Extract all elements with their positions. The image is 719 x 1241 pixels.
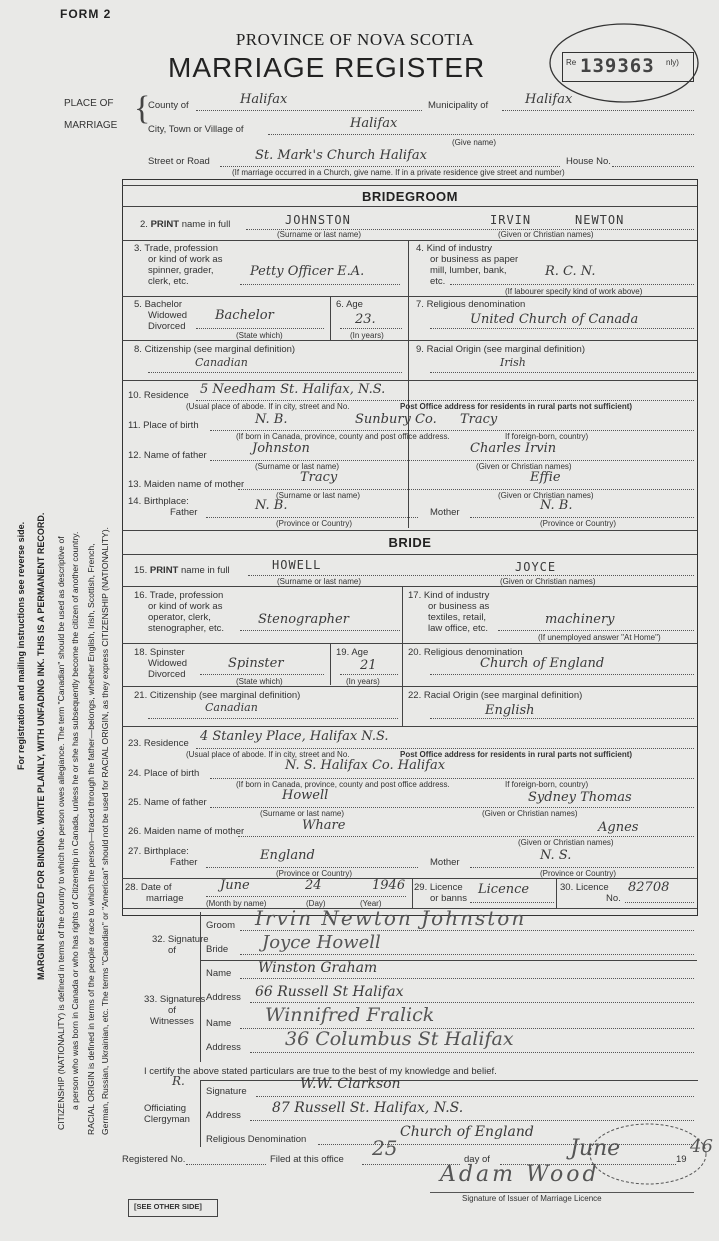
registration-number: 139363 <box>580 55 655 77</box>
bride-industry: machinery <box>545 612 615 627</box>
groom-father-surname: Johnston <box>252 441 310 456</box>
witness-1-name: Winston Graham <box>258 960 378 976</box>
groom-birth-county: Sunbury Co. <box>355 412 437 427</box>
groom-father-birthplace: N. B. <box>255 498 288 513</box>
groom-age: 23. <box>355 312 376 327</box>
groom-mother-surname: Tracy <box>300 470 338 485</box>
bride-signature: Joyce Howell <box>262 932 381 953</box>
groom-birth-province: N. B. <box>255 412 288 427</box>
bride-mother-birthplace: N. S. <box>540 848 572 863</box>
bride-citizenship: Canadian <box>205 701 258 714</box>
bride-birthplace: N. S. Halifax Co. Halifax <box>285 758 446 773</box>
margin-citizenship-def: CITIZENSHIP (NATIONALITY) is defined in terms of the country to which the person owes allegiance. The term "Canadian" should be used as descriptive of <box>56 536 66 1130</box>
bride-marital-status: Spinster <box>228 656 284 671</box>
bride-mother-given: Agnes <box>598 820 639 835</box>
groom-surname: JOHNSTON <box>285 213 351 227</box>
margin-citizenship-def-2: a person who was born in Canada or who has rights of Citizenship in Canada, unless he or she has subsequently become the citizen of another country. <box>70 531 80 1110</box>
form-number: FORM 2 <box>60 7 112 21</box>
county-value: Halifax <box>240 92 288 107</box>
groom-birth-town: Tracy <box>460 412 498 427</box>
certification-statement: I certify the above stated particulars are true to the best of my knowledge and belief. <box>144 1066 497 1077</box>
filing-stamp-outline <box>586 1120 710 1188</box>
margin-binding-note: MARGIN RESERVED FOR BINDING. WRITE PLAINLY, WITH UNFADING INK. THIS IS A PERMANENT RECORD. <box>36 512 46 980</box>
margin-racial-def-2: German, Russian, Ukrainian, etc. The terms "Canadian" or "American" should not be used for RACIAL ORIGIN, as they express CITIZENSHIP (NATIONALITY). <box>100 527 110 1135</box>
bride-heading: BRIDE <box>388 535 432 550</box>
bride-father-given: Sydney Thomas <box>528 790 632 805</box>
filed-month: June <box>570 1136 621 1161</box>
groom-given-name-1: IRVIN <box>490 213 532 227</box>
groom-father-given: Charles Irvin <box>470 441 557 456</box>
licence-or-banns: Licence <box>478 882 530 897</box>
groom-signature: Irvin Newton Johnston <box>255 906 527 930</box>
marriage-register-page: For registration and mailing instructions see reverse side. MARGIN RESERVED FOR BINDING. WRITE PLAINLY, WITH UNFADING INK. THIS IS A PERMANENT RECORD. CITIZENSHIP (NATIONALITY) is defined in terms of the country to which the person owes allegiance. The term "Canadian" should be used as descriptive of a person who was born in Canada or who has rights of Citizenship in Canada, unless he or she has subsequently become the citizen of another country. RACIAL ORIGIN is defined in terms of the people or race to which the person—traced through the father—belongs, whether English, Irish, Scottish, French, German, Russian, Ukrainian, etc. The terms "Canadian" or "American" should not be used for RACIAL ORIGIN, as they express CITIZENSHIP (NATIONALITY). FORM 2 PROVINCE OF NOVA SCOTIA MARRIAGE REGISTER Re nly) 139363 PLACE OF MARRIAGE { County of Halifax Municipality of Halifax City, Town or Village of Halifax (Give name) Street or Road St. Mark's Church Halifax House No. (If marriage occurred in a Church, give name. If in a private residence give street and number) BRIDEGROOM 2. PRINT name in full JOHNSTON IRVIN NEWTON (Surname or last name) (Given or Christian names) 3. Trade, profession or kind of work as spinner, grader, clerk, etc. Petty Officer E.A. 4. Kind of industry or business as paper mill, lumber, bank, etc. R. C. N. (If labourer specify kind of work above) 5. Bachelor Widowed Divorced Bachelor (State which) 6. Age 23. (In years) 7. Religious denomination United Church of Canada 8. Citizenship (see marginal definition) Canadian 9. Racial Origin (see marginal definition) Irish 10. Residence 5 Needham St. Halifax, N.S. (Usual place of abode. If in city, street and No. Post Office address for residents in rural parts not sufficient) 11. Place of birth N. B. Sunbury Co. Tracy (If born in Canada, province, county and post office address. If foreign-born, country) 12. Name of father Johnston Charles Irvin (Surname or last name) (Given or Christian names) 13. Maiden name of mother Tracy Effie (Surname or last name) (Given or Christian names) 14. Birthplace: Father N. B. Mother N. B. (Province or Country) (Province or Country) BRIDE 15. PRINT name in full HOWELL JOYCE (Surname or last name) (Given or Christian names) 16. Trade, profession or kind of work as operator, clerk, stenographer, etc. Stenographer 17. Kind of industry or business as textiles, retail, law office, etc. machinery (If unemployed answer "At Home") 18. Spinster Widowed Divorced Spinster (State which) 19. Age 21 (In years) 20. Religious denomination Church of England 21. Citizenship (see marginal definition) Canadian 22. Racial Origin (see marginal definition) English 23. Residence 4 Stanley Place, Halifax N.S. (Usual place of abode. If in city, street and No. Post Office address for residents in rural parts not sufficient) 24. Place of birth N. S. Halifax Co. Halifax (If born in Canada, province, county and post office address. If foreign-born, country) 25. Name of father Howell Sydney Thomas (Surname or last name) (Given or Christian names) 26. Maiden name of mother Whare Agnes (Given or Christian names) 27. Birthplace: Father England Mother N. S. (Province or Country) (Province or Country) 28. Date of marriage June 24 1946 (Month by name) (Day) (Year) 29. Licence or banns Licence 30. Licence No. 82708 32. Signature of Groom Irvin Newton Johnston Bride Joyce Howell 33. Signatures of Witnesses Name Winston Graham Address 66 Russell St Halifax Name Winnifred Fralick Address 36 Columbus St Halifax I certify the above stated particulars are true to the best of my knowledge and belief. R. Officiating Clergyman Signature W.W. Clarkson Address 87 Russell St. Halifax, N.S. Religious Denomination Church of England Registered No. Filed at this office 25 day of June 19 46 Adam Wood Signature of Issuer of Marriage Licence [SEE OTHER SIDE] <box>0 0 719 1241</box>
witness-2-address: 36 Columbus St Halifax <box>285 1028 514 1050</box>
clergyman-signature: W.W. Clarkson <box>300 1076 401 1092</box>
filed-year: 46 <box>690 1136 713 1157</box>
groom-residence: 5 Needham St. Halifax, N.S. <box>200 382 386 397</box>
city-value: Halifax <box>350 116 398 131</box>
bride-age: 21 <box>360 658 377 673</box>
filed-day: 25 <box>372 1136 398 1160</box>
witness-1-address: 66 Russell St Halifax <box>255 984 404 1000</box>
bride-residence: 4 Stanley Place, Halifax N.S. <box>200 729 389 744</box>
page-title: MARRIAGE REGISTER <box>168 52 486 83</box>
groom-religion: United Church of Canada <box>470 312 639 327</box>
see-other-side-note: [SEE OTHER SIDE] <box>134 1202 202 1211</box>
bride-given-name: JOYCE <box>515 560 557 574</box>
groom-given-name-2: NEWTON <box>575 213 625 227</box>
bride-religion: Church of England <box>480 656 605 671</box>
margin-instructions: For registration and mailing instructions see reverse side. <box>16 521 26 770</box>
brace-icon: { <box>134 90 151 127</box>
bride-racial-origin: English <box>485 703 535 718</box>
marriage-label: MARRIAGE <box>64 120 118 131</box>
bridegroom-heading: BRIDEGROOM <box>362 189 458 204</box>
issuer-signature-label: Signature of Issuer of Marriage Licence <box>462 1194 602 1203</box>
groom-citizenship: Canadian <box>195 356 248 369</box>
groom-mother-birthplace: N. B. <box>540 498 573 513</box>
street-value: St. Mark's Church Halifax <box>255 148 427 163</box>
groom-marital-status: Bachelor <box>215 308 274 323</box>
groom-racial-origin: Irish <box>500 356 526 369</box>
bride-mother-surname: Whare <box>302 818 346 833</box>
clergyman-denomination: Church of England <box>400 1124 534 1140</box>
clergyman-address: 87 Russell St. Halifax, N.S. <box>272 1100 464 1116</box>
bride-surname: HOWELL <box>272 558 322 572</box>
issuer-signature: Adam Wood <box>440 1162 600 1187</box>
bride-trade: Stenographer <box>258 612 349 627</box>
r-mark: R. <box>172 1074 185 1088</box>
bride-father-surname: Howell <box>282 788 329 803</box>
witness-2-name: Winnifred Fralick <box>265 1004 435 1026</box>
groom-trade: Petty Officer E.A. <box>250 264 365 279</box>
bride-father-birthplace: England <box>260 848 315 863</box>
groom-industry: R. C. N. <box>545 264 596 279</box>
margin-racial-def: RACIAL ORIGIN is defined in terms of the people or race to which the person—traced through the father—belongs, whether English, Irish, Scottish, French, <box>86 543 96 1135</box>
groom-mother-given: Effie <box>530 470 561 485</box>
municipality-value: Halifax <box>525 92 573 107</box>
place-of-label: PLACE OF <box>64 98 114 109</box>
marriage-day: 24 <box>305 878 322 893</box>
licence-number: 82708 <box>628 880 670 895</box>
marriage-month: June <box>220 878 250 893</box>
marriage-year: 1946 <box>372 878 406 893</box>
province-heading: PROVINCE OF NOVA SCOTIA <box>235 30 475 49</box>
